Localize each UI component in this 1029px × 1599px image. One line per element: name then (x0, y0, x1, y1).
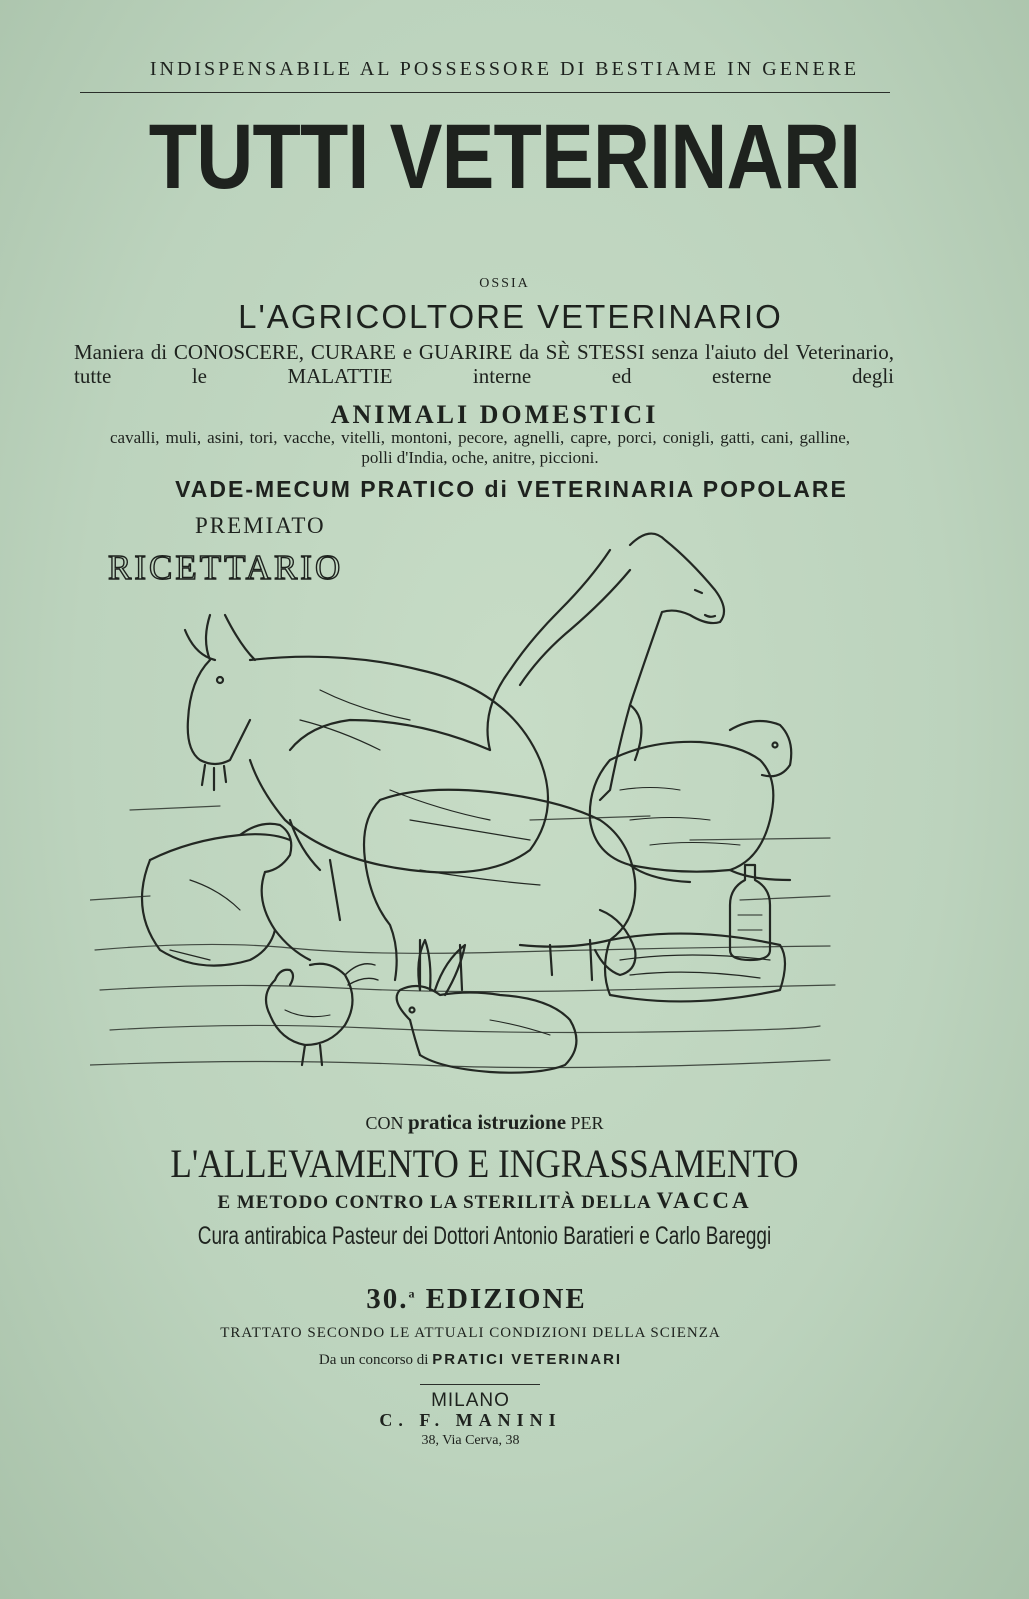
animals-heading: ANIMALI DOMESTICI (330, 400, 659, 429)
ricettario-label: RICETTARIO (108, 548, 344, 587)
subtitle: L'AGRICOLTORE VETERINARIO (238, 298, 783, 335)
edition-number: 30. (366, 1283, 409, 1315)
rabbit-icon (397, 940, 577, 1073)
vacca-word: VACCA (656, 1188, 752, 1213)
animals-list: cavalli, muli, asini, tori, vacche, vitelli, montoni, pecore, agnelli, capre, porci, conigli, gatti, cani, galline, polli d'India, oche, anitre, piccioni. (110, 428, 850, 467)
metodo-line (0, 1188, 999, 1214)
publisher-rule (420, 1384, 540, 1385)
concorso-prefix: Da un concorso di (318, 1352, 429, 1368)
concorso-bold: PRATICI VETERINARI (432, 1351, 623, 1368)
top-rule (80, 92, 890, 93)
metodo-text: E METODO CONTRO LA STERILITÀ DELLA (217, 1192, 651, 1213)
description: Maniera di CONOSCERE, CURARE e GUARIRE da SÈ STESSI senza l'aiuto del Veterinario, tutte le MALATTIE interne ed esterne degli (74, 340, 894, 388)
top-tagline: INDISPENSABILE AL POSSESSORE DI BESTIAME IN GENERE (149, 58, 860, 80)
edition-suffix: a (408, 1286, 417, 1301)
edition-line (0, 1283, 991, 1316)
concorso-line (0, 1351, 985, 1369)
edition-label: EDIZIONE (425, 1283, 587, 1315)
allevamento-heading: L'ALLEVAMENTO E INGRASSAMENTO (170, 1141, 799, 1186)
pratica-istruzione: pratica istruzione (407, 1110, 567, 1134)
vademecum-line: VADE-MECUM PRATICO di VETERINARIA POPOLARE (175, 476, 848, 502)
premiato-label: PREMIATO (195, 513, 326, 538)
publisher-city: MILANO (431, 1390, 510, 1411)
hen-icon (266, 964, 378, 1065)
con-word: CON (365, 1113, 404, 1133)
farm-animals-illustration (90, 520, 850, 1100)
trattato-line: TRATTATO SECONDO LE ATTUALI CONDIZIONI DELLA SCIENZA (220, 1325, 721, 1341)
ossia-label: OSSIA (479, 276, 530, 291)
publisher-name: C. F. MANINI (379, 1410, 562, 1430)
publisher-address: 38, Via Cerva, 38 (421, 1433, 520, 1448)
horse-icon (290, 534, 724, 800)
instruction-line (0, 1110, 999, 1135)
per-word: PER (570, 1113, 604, 1133)
pig-icon (364, 790, 635, 990)
cura-line: Cura antirabica Pasteur dei Dottori Antonio Baratieri e Carlo Bareggi (197, 1222, 772, 1250)
page-title: TUTTI VETERINARI (148, 106, 861, 208)
